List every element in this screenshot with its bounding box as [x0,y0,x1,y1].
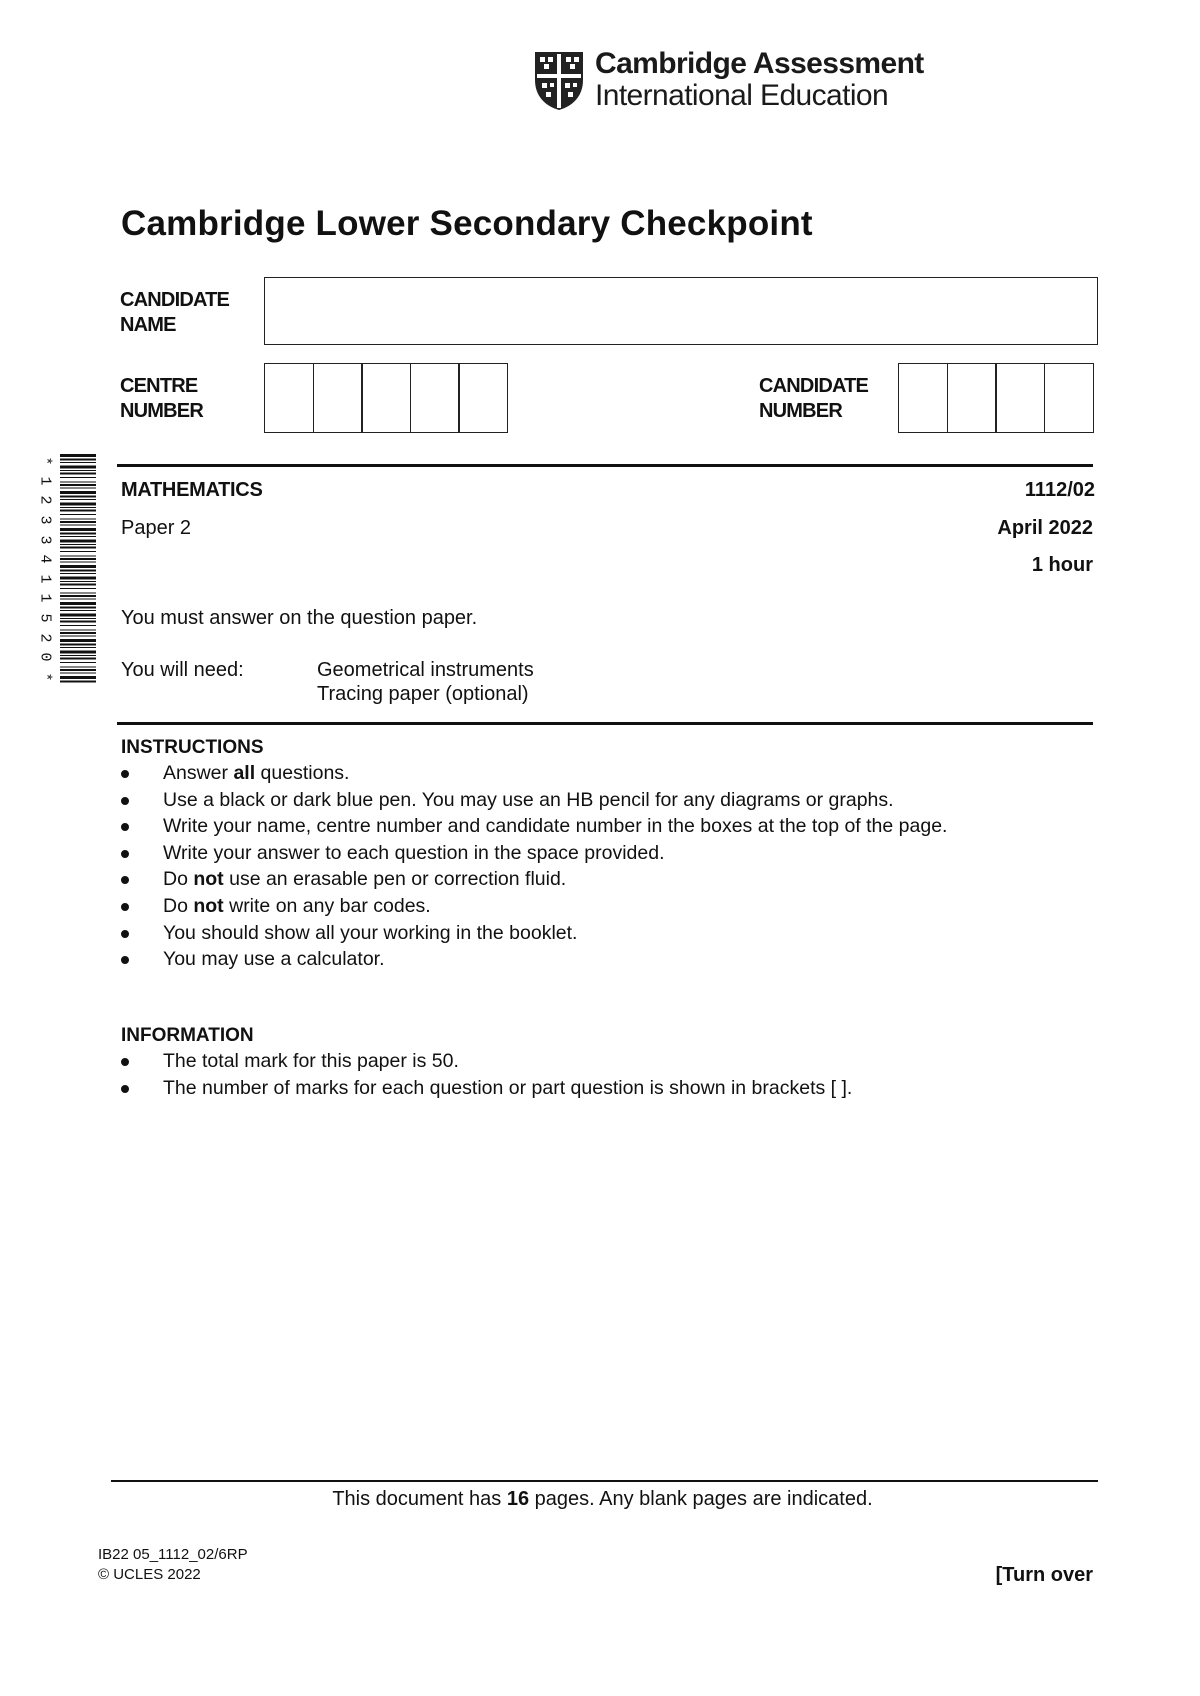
page-count-note [0,1488,1200,1511]
cambridge-logo [533,48,923,114]
instruction-item [121,948,947,975]
information-text: The total mark for this paper is 50. [163,1050,459,1072]
barcode-digit: 0 [36,652,54,662]
instruction-item [121,815,947,842]
candidate-number-label-line2: NUMBER [759,400,842,422]
instruction-emphasis: all [233,762,256,784]
turn-over-label: [Turn over [995,1564,1093,1586]
exam-date: April 2022 [997,517,1093,539]
instruction-emphasis: not [193,868,224,891]
barcode-icon [60,454,96,684]
instructions-heading: INSTRUCTIONS [121,737,264,758]
instruction-text: Do [163,868,194,891]
bullet-icon [121,770,129,778]
instruction-item [121,789,947,816]
reference-code: IB22 05_1112_02/6RP [98,1546,248,1563]
instruction-text: Do [163,894,194,917]
instruction-emphasis: not [193,894,224,917]
information-item [121,1077,852,1104]
paper-code: 1112/02 [1024,479,1095,501]
bullet-icon [121,797,129,805]
page-count-text: pages. Any blank pages are indicated. [529,1488,873,1510]
candidate-name-label [120,288,229,338]
information-text: The number of marks for each question or part question is shown in brackets [ ]. [163,1076,853,1099]
instruction-text: Use a black or dark blue pen. You may use an HB pencil for any diagrams or graphs. [163,788,894,811]
instruction-item [121,868,947,895]
equipment-item: Geometrical instruments [317,659,534,681]
divider-top [117,464,1093,467]
bullet-icon [121,823,129,831]
barcode-digit: 1 [36,476,54,486]
candidate-number-label [759,374,868,424]
barcode-digit: 1 [36,593,54,603]
subject-name: MATHEMATICS [121,479,263,501]
bullet-icon [121,956,129,964]
instruction-text: You may use a calculator. [163,948,385,971]
barcode-digit: 3 [36,534,54,545]
equipment-label: You will need: [121,659,244,681]
bullet-icon [121,1058,129,1066]
candidate-name-label-line1: CANDIDATE [120,289,230,311]
barcode-digit: 5 [36,613,54,623]
barcode-digit: * [36,672,54,682]
candidate-name-field[interactable] [264,277,1098,345]
centre-number-digit-box[interactable] [264,363,314,433]
barcode-digit: 3 [36,515,54,525]
barcode-digit: 2 [36,495,54,505]
barcode-digit: 1 [36,574,54,584]
instructions-list [121,762,947,975]
crest-icon [533,50,585,112]
candidate-number-digit-box[interactable] [1044,363,1094,433]
bullet-icon [121,876,129,884]
centre-number-label-line1: CENTRE [120,375,198,397]
paper-name: Paper 2 [121,517,192,539]
instruction-item [121,922,947,949]
instruction-text: Write your name, centre number and candidate number in the boxes at the top of the page. [163,815,948,838]
document-title: Cambridge Lower Secondary Checkpoint [121,204,813,243]
logo-text-line2: International Education [595,79,889,112]
candidate-name-label-line2: NAME [120,314,176,336]
centre-number-boxes [264,363,508,433]
bullet-icon [121,850,129,858]
centre-number-label [120,374,203,424]
candidate-number-digit-box[interactable] [898,363,948,433]
candidate-number-boxes [898,363,1094,433]
information-heading: INFORMATION [121,1025,254,1046]
logo-text-line1: Cambridge Assessment [595,47,924,80]
equipment-item: Tracing paper (optional) [317,683,529,705]
information-item [121,1050,852,1077]
instruction-text: Answer [163,762,234,784]
centre-number-digit-box[interactable] [361,363,411,433]
centre-number-digit-box[interactable] [410,363,460,433]
centre-number-digit-box[interactable] [458,363,508,433]
bullet-icon [121,1085,129,1093]
exam-duration: 1 hour [1031,554,1093,576]
page-count-number: 16 [506,1488,530,1510]
barcode-digit: 2 [36,633,54,643]
barcode-digit: 4 [36,554,54,564]
candidate-number-label-line1: CANDIDATE [759,375,869,397]
instruction-text: Write your answer to each question in the space provided. [163,841,665,864]
instruction-text: write on any bar codes. [223,894,431,917]
instruction-item [121,895,947,922]
copyright: © UCLES 2022 [98,1566,201,1583]
instruction-text: use an erasable pen or correction fluid. [223,868,567,891]
instruction-item [121,762,947,789]
barcode-digit: * [36,456,54,466]
page-count-text: This document has [332,1488,507,1510]
centre-number-digit-box[interactable] [313,363,363,433]
divider-middle [117,722,1093,725]
answer-note: You must answer on the question paper. [121,607,478,629]
instruction-item [121,842,947,869]
centre-number-label-line2: NUMBER [120,400,203,422]
bullet-icon [121,903,129,911]
candidate-number-digit-box[interactable] [995,363,1045,433]
candidate-number-digit-box[interactable] [947,363,997,433]
information-list [121,1050,852,1103]
instruction-text: You should show all your working in the booklet. [163,921,578,944]
instruction-text: questions. [255,762,350,784]
barcode-digits [32,454,58,684]
divider-footer [111,1480,1098,1482]
bullet-icon [121,930,129,938]
